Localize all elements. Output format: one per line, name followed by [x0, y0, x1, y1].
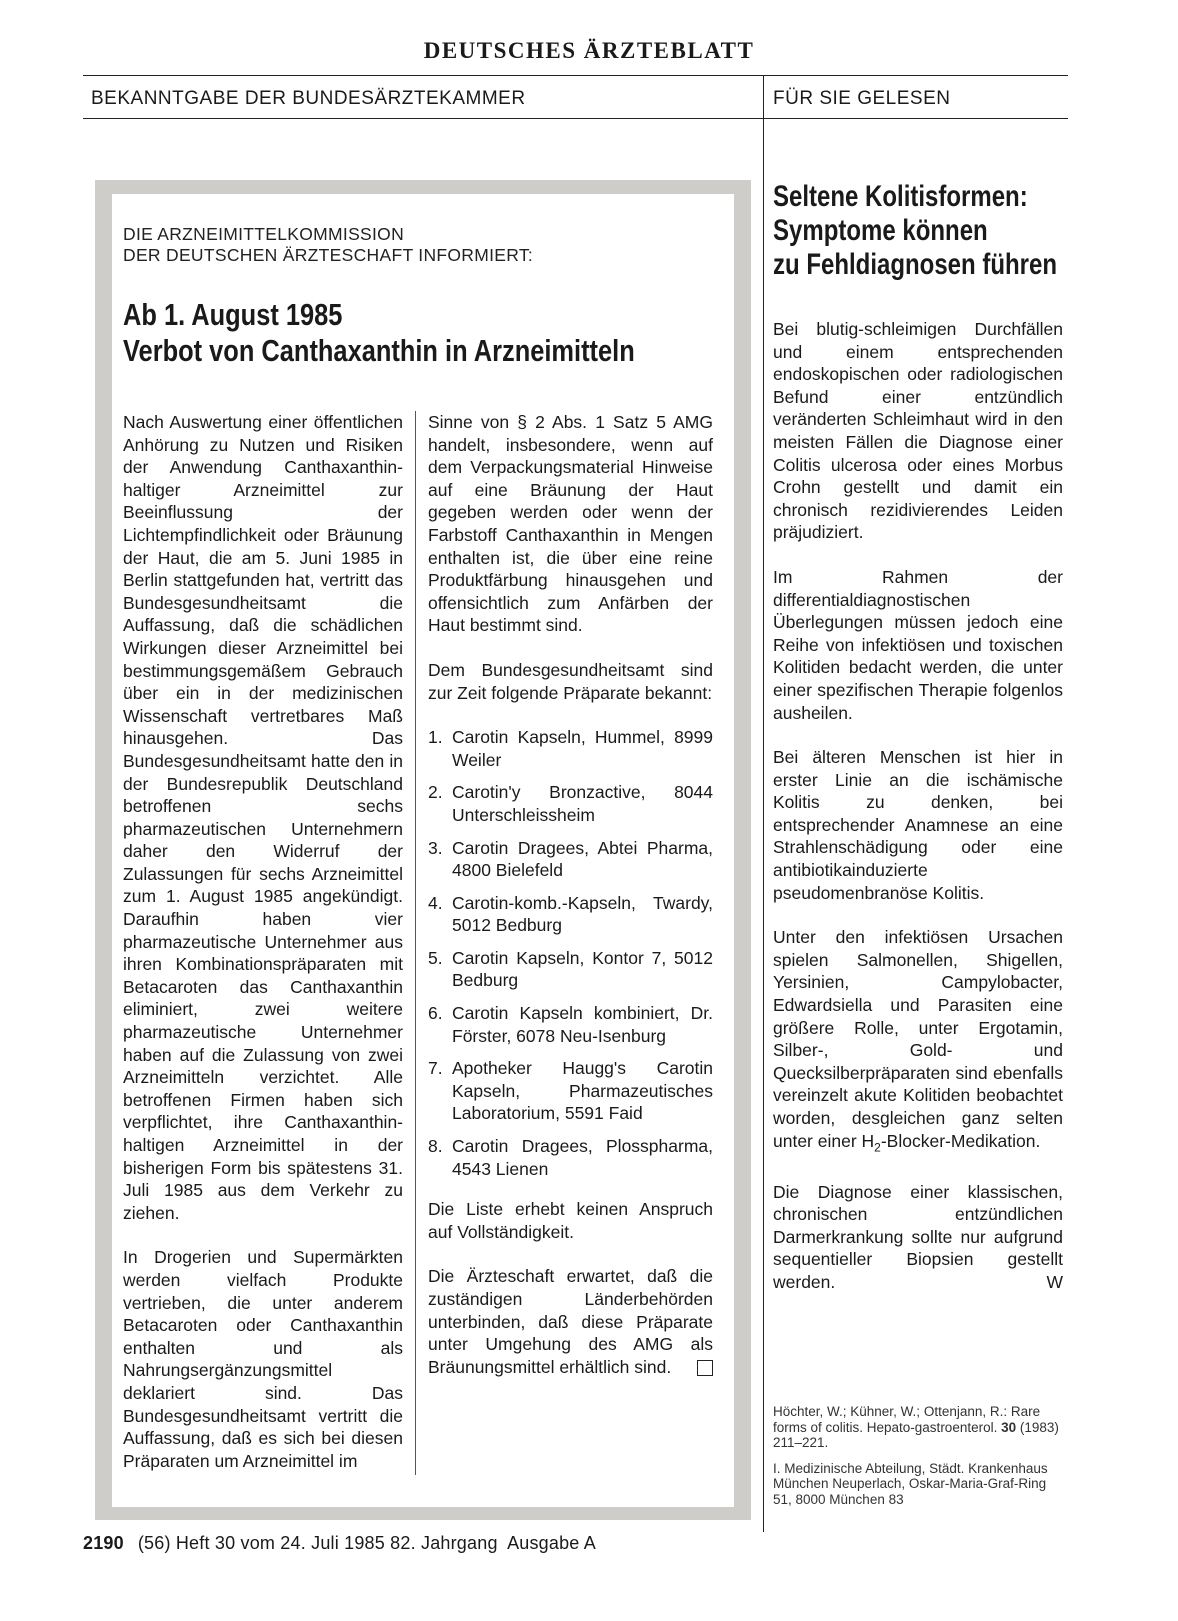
- masthead: DEUTSCHES ÄRZTEBLATT: [423, 38, 755, 63]
- article-paragraph: Im Rahmen der differentialdiagnostischen Überlegungen müssen jedoch eine Reihe von infektiösen und toxischen Kolitiden bedacht werden, die unter einer spezifischen Therapie folgenlos ausheilen.: [773, 566, 1063, 723]
- list-note: Die Liste erhebt keinen Anspruch auf Vollständigkeit.: [428, 1199, 713, 1242]
- author-signature: W: [1046, 1272, 1063, 1293]
- section-label-left: BEKANNTGABE DER BUNDESÄRZTEKAMMER: [91, 88, 526, 109]
- product-number: 3.: [428, 837, 443, 858]
- subscript: 2: [874, 1140, 881, 1155]
- article-paragraph: Bei älteren Menschen ist hier in erster Linie an die ischämische Kolitis zu denken, bei entsprechender Anamnese an eine Strahlenschädigung oder eine antibiotikainduzierte pseudomenbranöse Kolitis.: [773, 747, 1063, 903]
- product-text: Carotin Dragees, Plosspharma, 4543 Lienen: [452, 1136, 713, 1179]
- product-text: Carotin-komb.-Kapseln, Twardy, 5012 Bedburg: [452, 892, 713, 936]
- article-text: Unter den infektiösen Ursachen spielen Salmonellen, Shigellen, Yersinien, Campylobacter, Edwardsiella und Parasiten eine größere Rolle, unter Ergotamin, Silber-, Gold- und Quecksilberpräparaten sind ebenfalls vereinzelt akute Kolitiden beobachtet worden, desgleichen ganz selten unter einer H: [773, 927, 1063, 1151]
- product-item: [428, 1057, 713, 1125]
- article-paragraph: Bei blutig-schleimigen Durchfällen und einem entsprechenden endoskopischen oder radiologischen Befund einer entzündlich veränderten Schleimhaut wird in den meisten Fällen die Diagnose einer Colitis ulcerosa oder eines Morbus Crohn gestellt und damit ein chronisch rezidivierendes Leiden präjudiziert.: [773, 319, 1063, 543]
- reference-text: Höchter, W.; Kühner, W.; Ottenjann, R.: Rare forms of colitis. Hepato-gastroenterol.: [773, 1404, 1041, 1435]
- article-text: -Blocker-Medikation.: [880, 1130, 1041, 1151]
- article-paragraph: [773, 926, 1063, 1158]
- article-title-line-1: Seltene Kolitisformen:: [773, 180, 1028, 213]
- product-number: 6.: [428, 1003, 443, 1024]
- product-text: Apotheker Haugg's Carotin Kapseln, Pharmazeutisches Laboratorium, 5591 Faid: [452, 1058, 713, 1124]
- headline-line-1: Ab 1. August 1985: [123, 297, 343, 332]
- notice-paragraph: Nach Auswertung einer öffentlichen Anhörung zu Nutzen und Risiken der Anwendung Canthaxanthin-haltiger Arzneimittel zur Beeinflussung der Lichtempfindlichkeit oder Bräunung der Haut, die am 5. Juni 1985 in Berlin stattgefunden hat, vertritt das Bundesgesundheitsamt die Auffassung, daß die schädlichen Wirkungen dieser Arzneimittel bei bestimmungsgemäßem Gebrauch über ein in der medizinischen Wissenschaft vertretbares Maß hinausgehen. Das Bundesgesundheitsamt hatte den in der Bundesrepublik Deutschland betroffenen sechs pharmazeutischen Unternehmern daher den Widerruf der Zulassungen für sechs Arzneimittel zum 1. August 1985 angekündigt. Daraufhin haben vier pharmazeutische Unternehmer aus ihren Kombinationspräparaten mit Betacaroten das Canthaxanthin eliminiert, zwei weitere pharmazeutische Unternehmer haben auf die Zulassung von zwei Arzneimitteln verzichtet. Alle betroffenen Firmen haben sich verpflichtet, ihre Canthaxanthin-haltigen Arzneimittel in der bisherigen Form bis spätestens 31. Juli 1985 aus dem Verkehr zu ziehen.: [123, 412, 403, 1223]
- section-rule: [83, 118, 1068, 119]
- product-text: Carotin Dragees, Abtei Pharma, 4800 Bielefeld: [452, 837, 713, 881]
- notice-closing-text: Die Ärzteschaft erwartet, daß die zuständigen Länderbehörden unterbinden, daß diese Präparate unter Umgehung des AMG als Bräunungsmittel erhältlich sind.: [428, 1266, 713, 1377]
- author-address: I. Medizinische Abteilung, Städt. Krankenhaus München Neuperlach, Oskar-Maria-Graf-Ring 51, 8000 München 83: [773, 1460, 1048, 1507]
- article-body: [773, 318, 1063, 1316]
- product-number: 5.: [428, 947, 443, 968]
- article-title-line-2: Symptome können: [773, 214, 988, 247]
- headline-line-2: Verbot von Canthaxanthin in Arzneimitteln: [123, 333, 635, 368]
- product-number: 8.: [428, 1136, 443, 1157]
- article-text: Die Diagnose einer klassischen, chronischen entzündlichen Darmerkrankung sollte nur aufgrund sequentieller Biopsien gestellt werden.: [773, 1181, 1063, 1293]
- product-item: [428, 726, 713, 771]
- top-rule: [83, 75, 1068, 76]
- reference-text: (1983) 211–221.: [773, 1419, 1059, 1450]
- product-number: 1.: [428, 727, 443, 748]
- product-item: [428, 1135, 713, 1180]
- product-number: 7.: [428, 1058, 443, 1079]
- end-mark-icon: [697, 1360, 713, 1376]
- product-item: [428, 781, 713, 826]
- product-list: [428, 726, 713, 1180]
- kicker-line-2: DER DEUTSCHEN ÄRZTESCHAFT INFORMIERT:: [123, 245, 534, 265]
- article-paragraph: [773, 1181, 1063, 1294]
- notice-column-left: [123, 411, 403, 1494]
- issue-info: (56) Heft 30 vom 24. Juli 1985 82. Jahrgang Ausgabe A: [137, 1533, 596, 1553]
- product-item: [428, 947, 713, 992]
- product-text: Carotin'y Bronzactive, 8044 Unterschleissheim: [452, 782, 713, 825]
- product-number: 4.: [428, 892, 443, 913]
- notice-headline: [123, 297, 635, 369]
- notice-kicker: [123, 224, 533, 266]
- notice-paragraph: In Drogerien und Supermärkten werden vielfach Produkte vertrieben, die unter anderem Betacaroten oder Canthaxanthin enthalten und als Nahrungsergänzungsmittel deklariert sind. Das Bundesgesundheitsamt vertritt die Auffassung, daß es sich bei diesen Präparaten um Arzneimittel im: [123, 1247, 403, 1471]
- notice-column-divider: [415, 411, 416, 1475]
- product-text: Carotin Kapseln, Kontor 7, 5012 Bedburg: [452, 947, 713, 991]
- product-item: [428, 1002, 713, 1047]
- article-title: [773, 180, 1057, 282]
- page-number: 2190: [83, 1533, 124, 1553]
- product-text: Carotin Kapseln, Hummel, 8999 Weiler: [452, 727, 713, 770]
- product-number: 2.: [428, 782, 443, 803]
- reference-volume: 30: [1001, 1419, 1017, 1435]
- product-text: Carotin Kapseln kombiniert, Dr. Förster, 6078 Neu-Isenburg: [452, 1003, 713, 1046]
- page-footer: [83, 1533, 596, 1554]
- article-references: [773, 1404, 1068, 1517]
- product-item: [428, 892, 713, 937]
- product-item: [428, 837, 713, 882]
- kicker-line-1: DIE ARZNEIMITTELKOMMISSION: [123, 224, 405, 244]
- product-list-intro: Dem Bundesgesundheitsamt sind zur Zeit folgende Präparate bekannt:: [428, 659, 713, 703]
- section-label-right: FÜR SIE GELESEN: [773, 88, 951, 109]
- column-separator: [763, 75, 764, 1532]
- reference-citation: [773, 1404, 1068, 1451]
- notice-column-right: [428, 411, 713, 1400]
- notice-paragraph: Sinne von § 2 Abs. 1 Satz 5 AMG handelt, insbesondere, wenn auf dem Verpackungsmaterial Hinweise auf eine Bräunung der Haut gegeben werden oder wenn der Farbstoff Canthaxanthin in Mengen enthalten ist, die über eine reine Produktfärbung hinausgehen und offensichtlich zum Anfärben der Haut bestimmt sind.: [428, 412, 713, 636]
- notice-closing: [428, 1265, 713, 1378]
- article-title-line-3: zu Fehldiagnosen führen: [773, 248, 1058, 281]
